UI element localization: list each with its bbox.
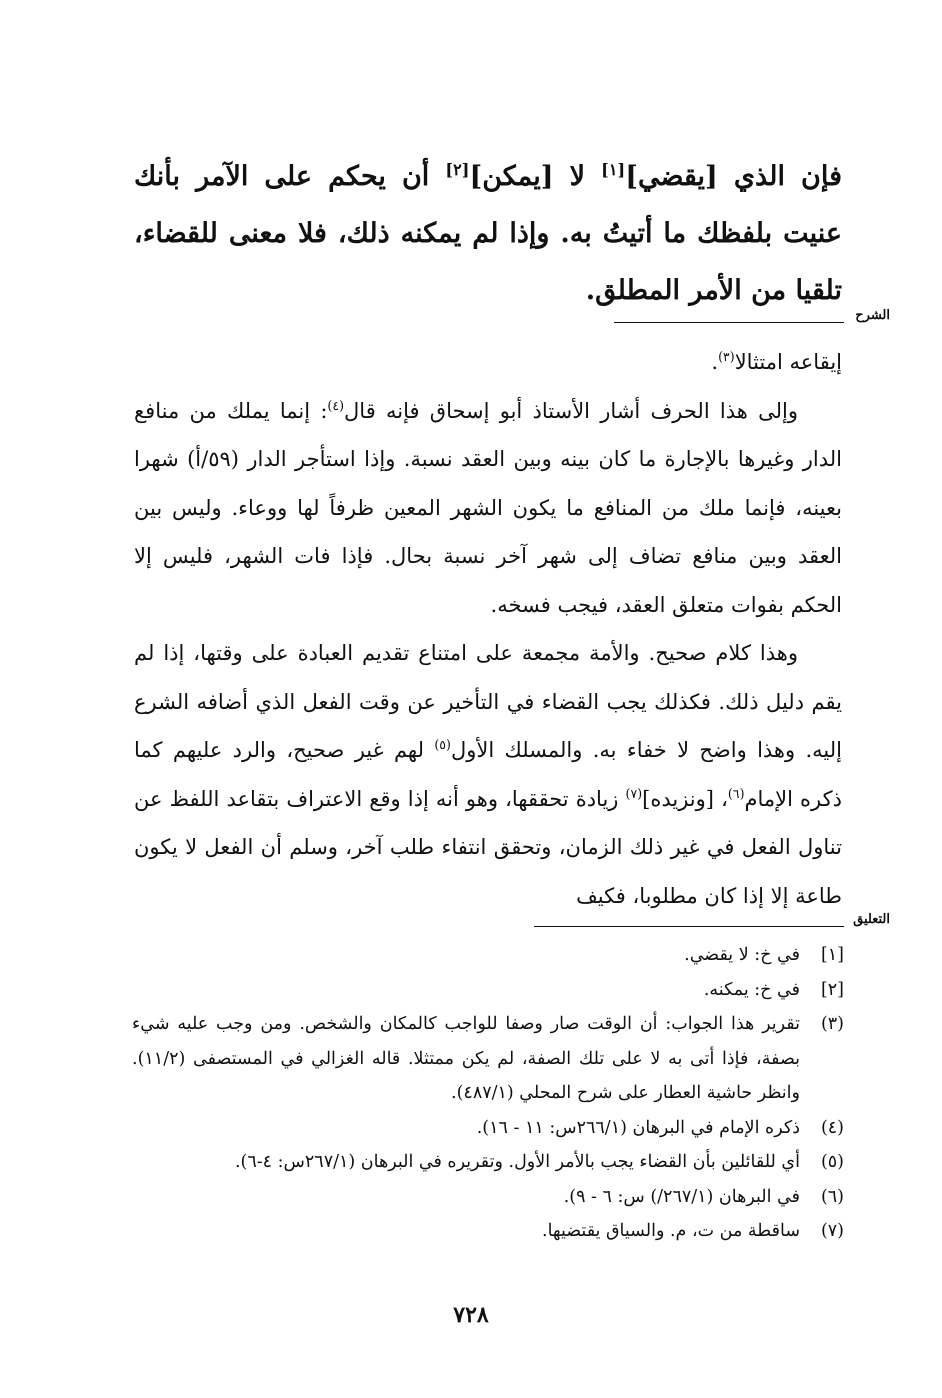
commentary-divider — [614, 322, 844, 323]
footnote-number: [١] — [820, 945, 844, 965]
footnote-text: في البرهان (٢٦٧/١/) س: ٦ - ٩). — [563, 1186, 800, 1207]
footnote-text: أي للقائلين بأن القضاء يجب بالأمر الأول. وتقريره في البرهان (٢٦٧/١س: ٤-٦). — [234, 1152, 800, 1172]
footnote-item — [132, 973, 844, 1008]
footnote-item — [132, 1145, 844, 1180]
footnote-text: ساقطة من ت، م. والسياق يقتضيها. — [542, 1221, 800, 1241]
footnote-reference: (٧) — [625, 785, 643, 801]
footnote-text: تقرير هذا الجواب: أن الوقت صار وصفا للواجب كالمكان والشخص. ومن وجب عليه شيء بصفة، فإذا أتى به لا على تلك الصفة، لم يكن ممتثلا. قاله الغزالي في المستصفى (١١/٢). وانظر حاشية العطار على شرح المحلي (٤٨٧/١). — [132, 1014, 800, 1103]
footnote-number: (٧) — [820, 1221, 844, 1241]
commentary-paragraph-2: وإلى هذا الحرف أشار الأستاذ أبو إسحاق فإنه قال$^{(٤)}$: إنما يملك من منافع الدار وغيرها بالإجارة ما كان بينه وبين العقد نسبة. وإذا استأجر الدار (٥٩/أ) شهرا بعينه، فإنما ملك من المنافع ما يكون الشهر المعين ظرفاً لها ووعاء. وليس بين العقد وبين منافع تضاف إلى شهر آخر نسبة بحال. فإذا فات الشهر، فليس إلا الحكم بفوات متعلق العقد، فيجب فسخه. — [134, 397, 842, 617]
main-text-block — [134, 148, 842, 319]
footnote-item — [132, 938, 844, 973]
footnote-number: (٤) — [820, 1117, 844, 1138]
footnote-text: في خ: لا يقضي. — [684, 945, 800, 965]
footnote-reference: (٦) — [727, 785, 745, 801]
footnote-number: (٦) — [820, 1186, 844, 1207]
footnotes-divider — [534, 926, 844, 927]
commentary-paragraph-1: إيقاعه امتثالا$^{(٣)}$. — [711, 349, 842, 374]
footnote-item — [132, 1214, 844, 1249]
main-paragraph: فإن الذي [يقضي][١] لا [يمكن][٢] أن يحكم على الآمر بأنك عنيت بلفظك ما أتيتُ به. وإذا لم يمكنه ذلك، فلا معنى للقضاء، تلقيا من الأمر المطلق. — [134, 160, 842, 306]
footnote-reference: (٥) — [434, 737, 451, 752]
footnote-reference: [١] — [601, 160, 626, 179]
footnote-reference: (٤) — [327, 397, 345, 413]
page-number: ٧٢٨ — [453, 1302, 489, 1328]
footnote-item — [132, 1111, 844, 1146]
footnote-item — [132, 1007, 844, 1111]
footnote-number: [٢] — [820, 979, 844, 1000]
footnote-item — [132, 1180, 844, 1215]
commentary-block — [134, 338, 842, 920]
footnote-number: (٥) — [820, 1152, 844, 1172]
footnote-number: (٣) — [820, 1014, 844, 1034]
footnote-reference: (٣) — [718, 349, 735, 364]
section-label-sharh: الشرح — [855, 308, 890, 323]
footnote-reference: [٢] — [445, 160, 470, 179]
footnote-text: في خ: يمكنه. — [703, 979, 800, 1000]
footnotes-block — [132, 938, 844, 1249]
commentary-paragraph-3: وهذا كلام صحيح. والأمة مجمعة على امتناع تقديم العبادة على وقتها، إذا لم يقم دليل ذلك. فكذلك يجب القضاء في التأخير عن وقت الفعل الذي أضافه الشرع إليه. وهذا واضح لا خفاء به. والمسلك الأول$^{(٥)}$ لهم غير صحيح، والرد عليهم كما ذكره الإمام$^{(٦)}$، [ونزيده]$^{(٧)}$ زيادة تحققها، وهو أنه إذا وقع الاعتراف بتقاعد اللفظ عن تناول الفعل في غير ذلك الزمان، وتحقق انتفاء طلب آخر، وسلم أن الفعل لا يكون طاعة إلا إذا كان مطلوبا، فكيف — [134, 641, 842, 908]
section-label-taliq: التعليق — [853, 912, 890, 927]
footnote-text: ذكره الإمام في البرهان (٢٦٦/١س: ١١ - ١٦). — [476, 1117, 800, 1138]
